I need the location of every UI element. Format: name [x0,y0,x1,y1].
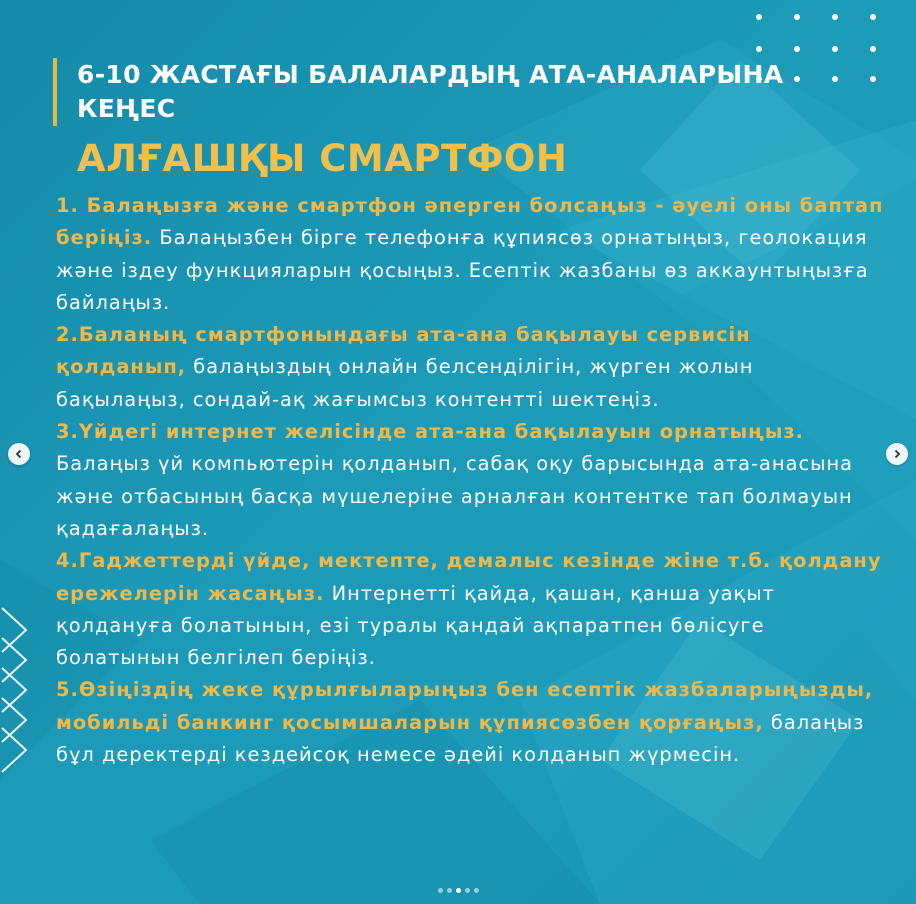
tip-item [56,319,886,416]
tip-text: балаңыздың онлайн белсенділігін, жүрген жолын бақылаңыз, сондай-ақ жағымсыз контентті шектеңіз. [56,355,754,411]
title-accent-bar [53,58,57,126]
carousel-pagination [0,888,916,893]
page-title: 6-10 ЖАСТАҒЫ БАЛАЛАРДЫҢ АТА-АНАЛАРЫНА КЕҢЕС [77,60,784,123]
chevron-right-icon [891,448,903,460]
pagination-dot[interactable] [474,888,479,893]
pagination-dot[interactable] [456,888,461,893]
tip-text: Балаңыз үй компьютерін қолданып, сабақ оқу барысында ата-анасына және отбасының басқа мүшелеріне арналған контентке тап болмауын қадағалаңыз. [56,452,854,540]
tip-highlight: 2.Баланың смартфонындағы ата-ана бақылауы сервисін қолданып, [56,323,751,379]
tip-highlight: 1. Балаңызға және смартфон әперген болсаңыз - әуелі оны баптап беріңіз. [56,194,884,250]
tip-item [56,190,886,319]
tip-highlight: 3.Үйдегі интернет желісінде ата-ана бақылауын орнатыңыз. [56,420,805,444]
tips-list [56,190,886,771]
chevron-left-icon [13,448,25,460]
tip-text: Интернетті қайда, қашан, қанша уақыт қолдануға болатынын, езі туралы қандай ақпаратпен бөлісуге болатынын белгілеп беріңіз. [56,581,775,670]
carousel-next-button[interactable] [886,443,908,465]
pagination-dot[interactable] [438,888,443,893]
tip-item [56,416,886,545]
pagination-dot[interactable] [465,888,470,893]
carousel-prev-button[interactable] [8,443,30,465]
tip-item [56,674,886,771]
pagination-dot[interactable] [447,888,452,893]
tip-text: Балаңызбен бірге телефонға құпиясөз орнатыңыз, геолокация және іздеу функцияларын қосыңыз. Есептік жазбаны өз аккаунтыңызға байлаңыз. [56,226,869,314]
tip-text: балаңыз бұл деректерді кездейсоқ немесе әдейі колданып жүрмесін. [56,710,865,767]
tip-highlight: 5.Өзіңіздің жеке құрылғыларыңыз бен есептік жазбаларыңызды, мобильді банкинг қосымшаларын құпиясөзбен қорғаңыз, [56,678,874,734]
tip-item [56,545,886,674]
page-subtitle: АЛҒАШҚЫ СМАРТФОН [77,137,568,180]
tip-highlight: 4.Гаджеттерді үйде, мектепте, демалыс кезінде жіне т.б. қолдану ережелерін жасаңыз. [56,549,882,605]
